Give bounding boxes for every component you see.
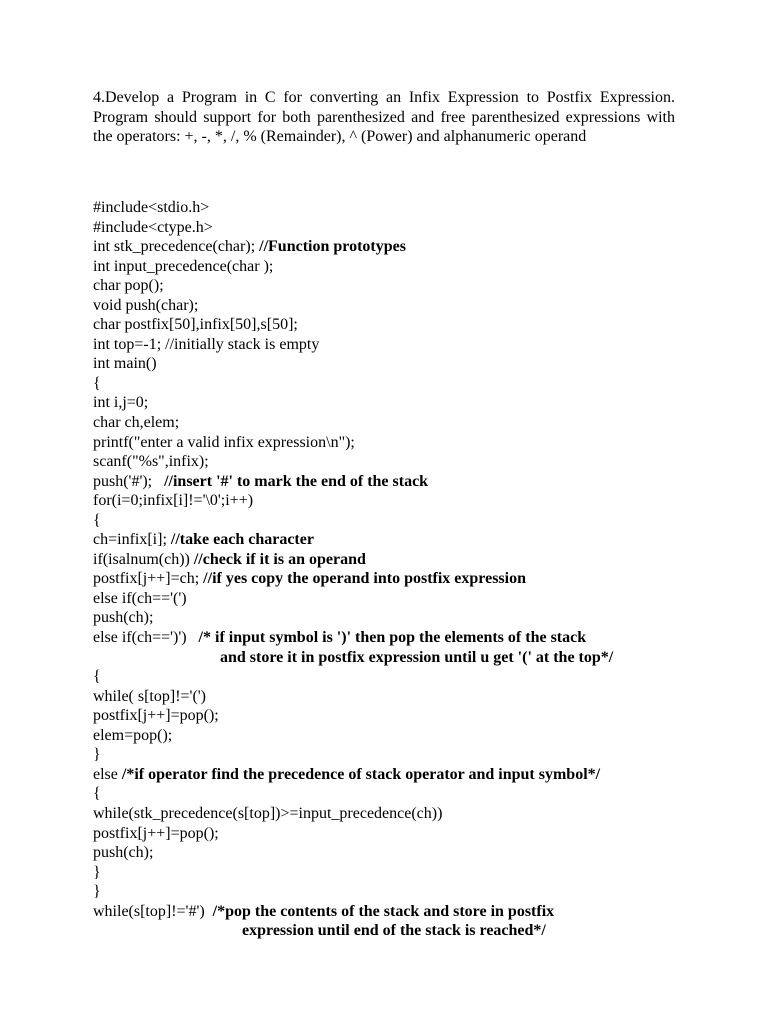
- code-text: int stk_precedence(char);: [93, 238, 260, 256]
- question-paragraph: [93, 88, 675, 147]
- code-comment: //Function prototypes: [259, 238, 406, 256]
- code-text: push('#');: [93, 472, 165, 490]
- code-line: for(i=0;infix[i]!='\0';i++): [93, 492, 254, 510]
- code-line: }: [93, 883, 101, 901]
- code-comment: //if yes copy the operand into postfix expression: [203, 570, 526, 588]
- code-line: postfix[j++]=pop();: [93, 707, 219, 725]
- code-line: int main(): [93, 355, 157, 373]
- code-line: {: [93, 785, 101, 803]
- code-line: }: [93, 863, 101, 881]
- code-line: {: [93, 374, 101, 392]
- code-text: if(isalnum(ch)): [93, 550, 194, 568]
- code-comment: //take each character: [170, 531, 314, 549]
- code-text: else: [93, 765, 122, 783]
- code-line: [93, 472, 733, 492]
- code-comment: //check if it is an operand: [193, 550, 366, 568]
- code-line: push(ch);: [93, 609, 154, 627]
- code-line: {: [93, 668, 101, 686]
- code-line: [93, 569, 733, 589]
- code-line: {: [93, 511, 101, 529]
- code-comment: //insert '#' to mark the end of the stack: [164, 472, 429, 490]
- code-line: push(ch);: [93, 844, 154, 862]
- code-line: else if(ch=='('): [93, 589, 187, 607]
- code-line: elem=pop();: [93, 726, 173, 744]
- code-line: [93, 902, 733, 922]
- code-line: while(stk_precedence(s[top])>=input_precedence(ch)): [93, 804, 443, 822]
- code-line: char postfix[50],infix[50],s[50];: [93, 316, 298, 334]
- code-comment: /*pop the contents of the stack and store in postfix: [212, 902, 555, 920]
- code-comment-continuation: and store it in postfix expression until u get '(' at the top*/: [220, 648, 614, 666]
- code-comment-continuation: expression until end of the stack is reached*/: [242, 922, 546, 940]
- code-line: void push(char);: [93, 296, 199, 314]
- code-text: postfix[j++]=ch;: [93, 570, 204, 588]
- code-line: [93, 628, 733, 648]
- code-line: postfix[j++]=pop();: [93, 824, 219, 842]
- code-text: else if(ch==')'): [93, 629, 199, 647]
- code-line: printf("enter a valid infix expression\n");: [93, 433, 355, 451]
- code-text: ch=infix[i];: [93, 531, 171, 549]
- code-line: #include<stdio.h>: [93, 199, 210, 216]
- code-comment: /* if input symbol is ')' then pop the elements of the stack: [198, 629, 587, 647]
- code-line: char ch,elem;: [93, 414, 180, 432]
- code-line: [93, 530, 733, 550]
- code-line: [93, 237, 733, 257]
- code-line: char pop();: [93, 277, 164, 295]
- code-listing: [93, 198, 733, 941]
- code-line: [93, 550, 733, 570]
- code-line: while( s[top]!='('): [93, 687, 206, 705]
- code-comment: /*if operator find the precedence of stack operator and input symbol*/: [121, 765, 601, 783]
- code-line: int i,j=0;: [93, 394, 149, 412]
- code-line: int input_precedence(char );: [93, 257, 274, 275]
- question-text: 4.Develop a Program in C for converting an Infix Expression to Postfix Expression. Program should support for both parenthesized and free parenthesized expressions with the operators: +, -, *, /, % (Remainder), ^ (Power) and alphanumeric operand: [93, 89, 675, 146]
- code-line: int top=-1; //initially stack is empty: [93, 335, 320, 353]
- code-line: }: [93, 746, 101, 764]
- code-line: scanf("%s",infix);: [93, 453, 209, 471]
- code-text: while(s[top]!='#'): [93, 902, 213, 920]
- code-line: [93, 765, 733, 785]
- code-line: #include<ctype.h>: [93, 218, 213, 236]
